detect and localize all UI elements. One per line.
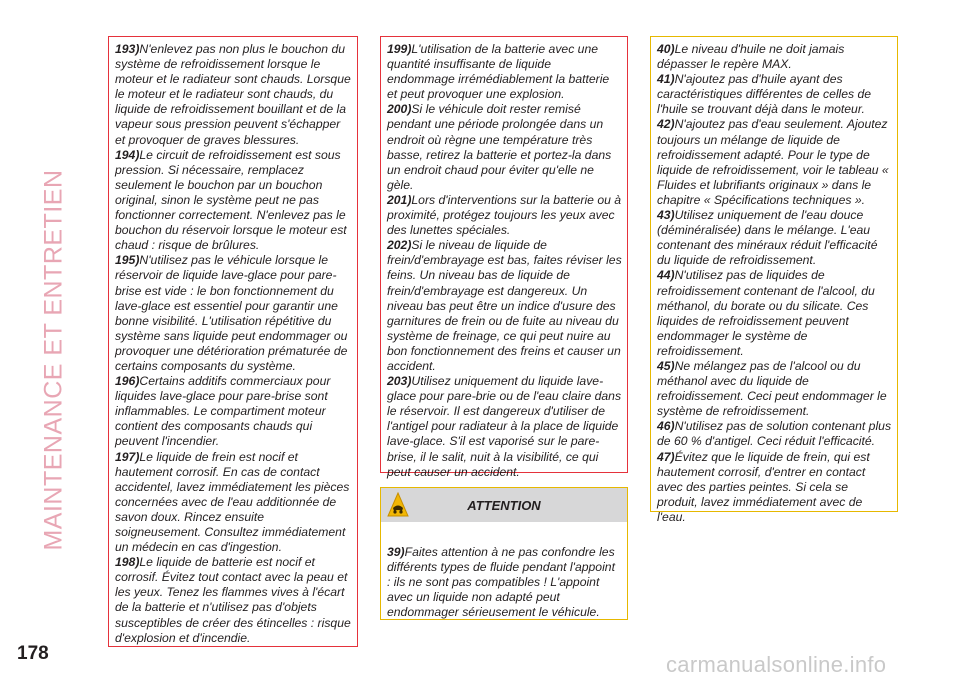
- note-item: [115, 555, 352, 646]
- note-text: Utilisez uniquement du liquide lave-glace pour pare-brie ou de l'eau claire dans le réservoir. Il est dangereux d'utiliser de l'antigel pour radiateur à la place de liquide lave-glace. S'il est vaporisé sur le pare-brise, il le salit, nuit à la visibilité, ce qui peut causer un accident.: [387, 374, 622, 479]
- note-number: 43): [657, 208, 675, 223]
- note-number: 194): [115, 147, 140, 162]
- note-text: Si le véhicule doit rester remisé pendant une période prolongée dans un endroit où règne une température très basse, retirez la batterie et portez-la dans un endroit chaud pour éviter qu'elle ne gèle.: [387, 102, 612, 192]
- footer-watermark: carmanualsonline.info: [666, 652, 887, 677]
- section-title-text: MAINTENANCE ET ENTRETIEN: [39, 169, 68, 551]
- note-text: Certains additifs commerciaux pour liquides lave-glace pour pare-brise sont inflammables. Le compartiment moteur contient des composants chauds qui peuvent l'incendier.: [115, 374, 331, 449]
- note-number: 42): [657, 117, 675, 132]
- note-number: 196): [115, 374, 140, 389]
- note-text: Le circuit de refroidissement est sous pression. Si nécessaire, remplacez seulement le bouchon par un bouchon original, sinon le système peut ne pas fonctionner correctement. N'enlevez pas le bouchon du réservoir lorsque le moteur est chaud : risque de brûlures.: [115, 147, 347, 253]
- warning-notes-column-2: [380, 36, 628, 479]
- note-item: [657, 72, 892, 117]
- note-item: [387, 193, 622, 238]
- note-item: [657, 359, 892, 419]
- note-number: 193): [115, 42, 140, 56]
- note-item: [115, 253, 352, 374]
- note-text: Le liquide de frein est nocif et hautement corrosif. En cas de contact accidentel, lavez immédiatement les pièces concernées avec de l'eau additionnée de savon doux. Rincez ensuite soigneusement. Consultez immédiatement un médecin en cas d'ingestion.: [115, 449, 350, 555]
- note-number: 203): [387, 374, 412, 389]
- note-number: 197): [115, 449, 140, 464]
- note-item: [115, 374, 352, 449]
- note-item: [387, 374, 622, 480]
- note-item: [657, 117, 892, 208]
- note-text: L'utilisation de la batterie avec une quantité insuffisante de liquide endommage irrémédiablement la batterie et peut provoquer une explosion.: [387, 42, 610, 102]
- note-text: N'ajoutez pas d'eau seulement. Ajoutez toujours un mélange de liquide de refroidissement adapté. Pour le type de liquide de refroidissement, voir le tableau « Fluides et lubrifiants originaux » dans le chapitre « Spécifications techniques ».: [657, 117, 889, 207]
- caution-notes-column: [650, 36, 898, 524]
- note-number: 47): [657, 449, 675, 464]
- note-number: 45): [657, 358, 675, 373]
- note-text: N'enlevez pas non plus le bouchon du système de refroidissement lorsque le moteur et le radiateur sont chauds. Lorsque le moteur et le radiateur sont chauds, du liquide de refroidissement bouillant et de la vapeur sous pression peuvent s'échapper et provoquer de graves blessures.: [115, 42, 351, 147]
- note-text: N'utilisez pas de solution contenant plus de 60 % d'antigel. Ceci réduit l'efficacité.: [657, 419, 892, 449]
- attention-title: ATTENTION: [467, 498, 541, 513]
- attention-body: [381, 522, 627, 624]
- attention-box: [380, 487, 628, 620]
- note-text: Si le niveau de liquide de frein/d'embrayage est bas, faites réviser les feins. Un niveau bas de liquide de frein/d'embrayage est dangereux. Un niveau bas peut être un indice d'usure des garnitures de frein ou de fuite au niveau du système de freinage, ce qui peut nuire au bon fonctionnement des freins et causer un accident.: [387, 238, 622, 373]
- note-text: Utilisez uniquement de l'eau douce (déminéralisée) dans le mélange. L'eau contenant des minéraux réduit l'efficacité du liquide de refroidissement.: [657, 208, 878, 268]
- attention-header: [381, 488, 627, 522]
- note-item: [115, 148, 352, 254]
- note-item: [657, 268, 892, 359]
- warning-notes-column-1: [108, 36, 358, 647]
- note-text: Faites attention à ne pas confondre les différents types de fluide pendant l'appoint : ils ne sont pas compatibles ! L'appoint avec un liquide non adapté peut endommager sérieusement le véhicule.: [387, 545, 615, 620]
- note-number: 40): [657, 42, 675, 56]
- note-number: 41): [657, 72, 675, 87]
- note-number: 201): [387, 192, 412, 207]
- page-number: 178: [17, 643, 49, 664]
- note-number: 200): [387, 102, 412, 117]
- note-number: 202): [387, 238, 412, 253]
- note-number: 46): [657, 419, 675, 434]
- note-text: Le niveau d'huile ne doit jamais dépasser le repère MAX.: [657, 42, 845, 72]
- note-item: [387, 42, 622, 102]
- note-number: 199): [387, 42, 412, 56]
- note-item: [115, 42, 352, 148]
- note-item: [387, 545, 621, 620]
- note-text: Évitez que le liquide de frein, qui est hautement corrosif, d'entrer en contact avec des parties peintes. Si cela se produit, lavez immédiatement avec de l'eau.: [657, 449, 870, 524]
- note-item: [387, 238, 622, 374]
- note-item: [657, 208, 892, 268]
- note-number: 198): [115, 555, 140, 570]
- note-text: N'ajoutez pas d'huile ayant des caractéristiques différentes de celles de l'huile se trouvant déjà dans le moteur.: [657, 72, 872, 117]
- note-text: Ne mélangez pas de l'alcool ou du méthanol avec du liquide de refroidissement. Ceci peut endommager le système de refroidissement.: [657, 358, 887, 419]
- note-text: N'utilisez pas de liquides de refroidissement contenant de l'alcool, du méthanol, du borate ou du silicate. Ces liquides de refroidissement peuvent endommager le système de refroidissement.: [657, 268, 875, 358]
- note-text: Le liquide de batterie est nocif et corrosif. Évitez tout contact avec la peau et les yeux. Tenez les flammes vives à l'écart de la batterie et n'utilisez pas d'objets susceptibles de créer des étincelles : risque d'explosion et d'incendie.: [115, 555, 351, 645]
- note-item: [657, 450, 892, 525]
- note-text: N'utilisez pas le véhicule lorsque le réservoir de liquide lave-glace pour pare-brise est vide : le bon fonctionnement du lave-glace est essentiel pour garantir une bonne visibilité. L'utilisation répétitive du système sans liquide peut endommager ou provoquer une détérioration prématurée de certains composants du système.: [115, 253, 348, 373]
- note-text: Lors d'interventions sur la batterie ou à proximité, protégez toujours les yeux avec des lunettes spéciales.: [387, 192, 622, 238]
- note-item: [387, 102, 622, 193]
- note-number: 44): [657, 268, 675, 283]
- note-number: 195): [115, 253, 140, 268]
- note-item: [115, 450, 352, 556]
- note-item: [657, 42, 892, 72]
- note-item: [657, 419, 892, 449]
- note-number: 39): [387, 545, 405, 559]
